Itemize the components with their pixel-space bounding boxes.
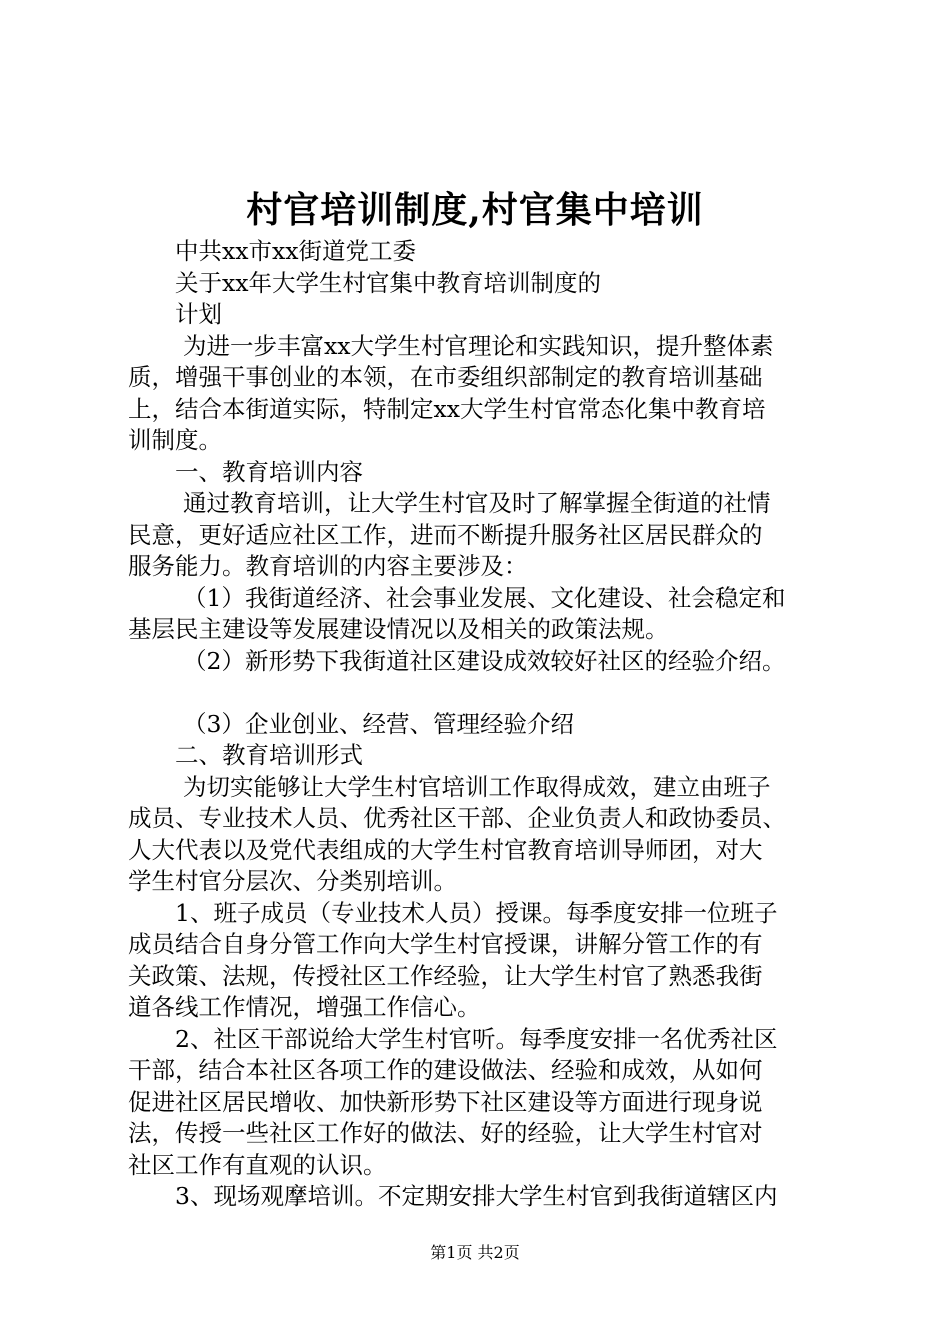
text-line: 1、班子成员（专业技术人员）授课。每季度安排一位班子 [175,898,778,927]
section-heading: 一、教育培训内容 [175,457,363,486]
page-number-footer: 第1页 共2页 [430,1243,520,1262]
text-line: 训制度。 [128,426,222,454]
text-line: 干部，结合本社区各项工作的建设做法、经验和成效，从如何 [128,1056,763,1084]
text-line: 促进社区居民增收、加快新形势下社区建设等方面进行现身说 [128,1087,763,1116]
blank-line [128,677,833,709]
document-title: 村官培训制度,村官集中培训 [246,189,704,231]
text-line: 通过教育培训，让大学生村官及时了解掌握全街道的社情 [183,489,771,517]
text-line: 社区工作有直观的认识。 [128,1150,387,1179]
text-line: 3、现场观摩培训。不定期安排大学生村官到我街道辖区内 [175,1182,778,1210]
text-line: 中共xx市xx街道党工委 [175,237,417,265]
text-line: 为进一步丰富xx大学生村官理论和实践知识，提升整体素 [183,331,774,360]
text-line: 成员结合自身分管工作向大学生村官授课，讲解分管工作的有 [128,930,763,958]
text-line: 计划 [175,300,222,328]
text-line: 学生村官分层次、分类别培训。 [128,867,457,895]
text-line: 2、社区干部说给大学生村官听。每季度安排一名优秀社区 [175,1024,778,1053]
text-line: （2）新形势下我街道社区建设成效较好社区的经验介绍。 [183,646,786,675]
text-line: 上，结合本街道实际，特制定xx大学生村官常态化集中教育培 [128,394,766,423]
text-line: 服务能力。教育培训的内容主要涉及： [128,552,528,580]
text-line: 法，传授一些社区工作好的做法、好的经验，让大学生村官对 [128,1119,763,1147]
text-line: 为切实能够让大学生村官培训工作取得成效，建立由班子 [183,772,771,801]
text-line: 质，增强干事创业的本领，在市委组织部制定的教育培训基础 [128,363,763,391]
text-line: 人大代表以及党代表组成的大学生村官教育培训导师团，对大 [128,835,763,864]
text-line: 道各线工作情况，增强工作信心。 [128,993,481,1021]
text-line: 成员、专业技术人员、优秀社区干部、企业负责人和政协委员、 [128,804,786,832]
text-line: 关政策、法规，传授社区工作经验，让大学生村官了熟悉我街 [128,961,763,990]
text-line: （3）企业创业、经营、管理经验介绍 [183,709,574,738]
text-line: 基层民主建设等发展建设情况以及相关的政策法规。 [128,615,669,643]
text-line: （1）我街道经济、社会事业发展、文化建设、社会稳定和 [183,583,786,612]
text-line: 关于xx年大学生村官集中教育培训制度的 [175,268,602,297]
section-heading: 二、教育培训形式 [175,741,363,769]
document-body [128,236,833,1213]
text-line: 民意，更好适应社区工作，进而不断提升服务社区居民群众的 [128,520,763,549]
